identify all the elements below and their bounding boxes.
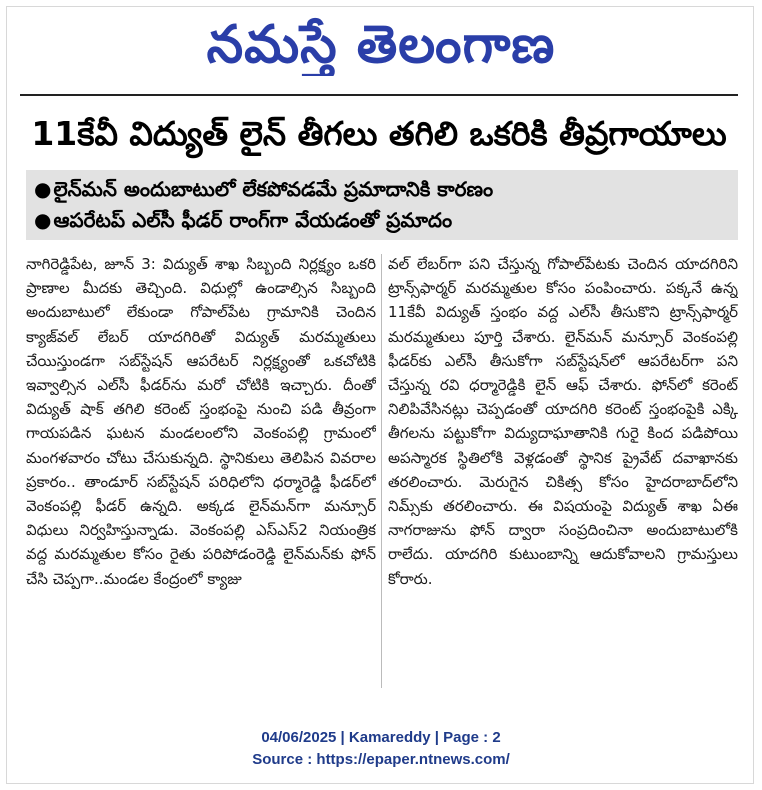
footer-source: Source : https://epaper.ntnews.com/ [252, 751, 510, 768]
article-body [26, 252, 738, 692]
bullet-icon: ● [34, 177, 52, 201]
masthead-divider [20, 94, 738, 96]
column-divider [381, 254, 382, 688]
bullet-icon: ● [34, 208, 52, 232]
footer-date-edition: 04/06/2025 | Kamareddy | Page : 2 [261, 729, 501, 746]
highlights-box [26, 170, 738, 240]
highlight-text: ఆపరేటప్ ఎల్‌సీ ఫీడర్ రాంగ్‌గా వేయడంతో ప్రమాదం [53, 208, 453, 232]
newspaper-masthead: నమస్తే తెలంగాణ [206, 15, 556, 75]
highlight-text: లైన్‌మన్ అందుబాటులో లేకపోవడమే ప్రమాదానికి కారణం [53, 177, 494, 201]
highlight-item [34, 174, 730, 205]
article-headline: 11కేవీ విద్యుత్ లైన్ తీగలు తగిలి ఒకరికి తీవ్రగాయాలు [31, 114, 727, 153]
article-column-left: నాగిరెడ్డిపేట, జూన్ 3: విద్యుత్ శాఖ సిబ్బంది నిర్లక్ష్యం ఒకరి ప్రాణాల మీదకు తెచ్చింది. విధుల్లో ఉండాల్సిన సిబ్బంది అందుబాటులో లేకుండా గోపాల్‌పేట గ్రామానికి చెందిన క్యాజ్‌వల్ లేబర్ యాదగిరితో విద్యుత్ మరమ్మతులు చేయిస్తుండగా సబ్‌స్టేషన్ ఆపరేటర్ నిర్లక్ష్యంతో ఒకచోటికి ఇవ్వాల్సిన ఎల్‌సీ ఫీడర్‌ను మరో చోటికి ఇచ్చారు. దీంతో విద్యుత్ షాక్ తగిలి కరెంట్ స్తంభంపై నుంచి పడి తీవ్రంగా గాయపడిన ఘటన మండలంలోని వెంకంపల్లి గ్రామంలో మంగళవారం చోటు చేసుకున్నది. స్థానికులు తెలిపిన వివరాల ప్రకారం.. తాండూర్ సబ్‌స్టేషన్ పరిధిలోని ధర్మారెడ్డి ఫీడర్‌లో వెంకంపల్లి ఫీడర్ ఉన్నది. అక్కడ లైన్‌మన్‌గా మన్సూర్ విధులు నిర్వహిస్తున్నాడు. వెంకంపల్లి ఎస్‌ఎస్2 నియంత్రిక వద్ద మరమ్మతుల కోసం రైతు పరిపోడంరెడ్డి లైన్‌మన్‌కు ఫోన్ చేసి చెప్పగా..మండల కేంద్రంలో క్యాజు [26, 255, 376, 588]
article-column-right: వల్ లేబర్‌గా పని చేస్తున్న గోపాల్‌పేటకు చెందిన యాదగిరిని ట్రాన్స్‌ఫార్మర్ మరమ్మతుల కోసం పంపించారు. పక్కనే ఉన్న 11కేవీ విద్యుత్ స్తంభం వద్ద ఎల్‌సీ తీసుకొని ట్రాన్స్‌ఫార్మర్ మరమ్మతులు పూర్తి చేశారు. లైన్‌మన్ మన్సూర్ వెంకంపల్లి ఫీడర్‌కు ఎల్‌సీ తీసుకోగా సబ్‌స్టేషన్‌లో ఆపరేటర్‌గా పని చేస్తున్న రవి ధర్మారెడ్డికి లైన్ ఆఫ్ చేశారు. ఫోన్‌లో కరెంట్ నిలిపివేసినట్లు చెప్పడంతో యాదగిరి కరెంట్ స్తంభంపైకి ఎక్కి తీగలను పట్టుకోగా విద్యుదాఘాతానికి గురై కింద పడిపోయి అపస్మారక స్థితిలోకి వెళ్లడంతో స్థానిక ప్రైవేట్ దవాఖానకు తరలించారు. మెరుగైన చికిత్స కోసం హైదరాబాద్‌లోని నిమ్స్‌కు తరలించారు. ఈ విషయంపై విద్యుత్ శాఖ ఏఈ నాగరాజును ఫోన్ ద్వారా సంప్రదించినా అందుబాటులోకి రాలేదు. యాదగిరి కుటుంబాన్ని ఆదుకోవాలని గ్రామస్తులు కోరారు. [388, 255, 738, 588]
highlight-item [34, 205, 730, 236]
